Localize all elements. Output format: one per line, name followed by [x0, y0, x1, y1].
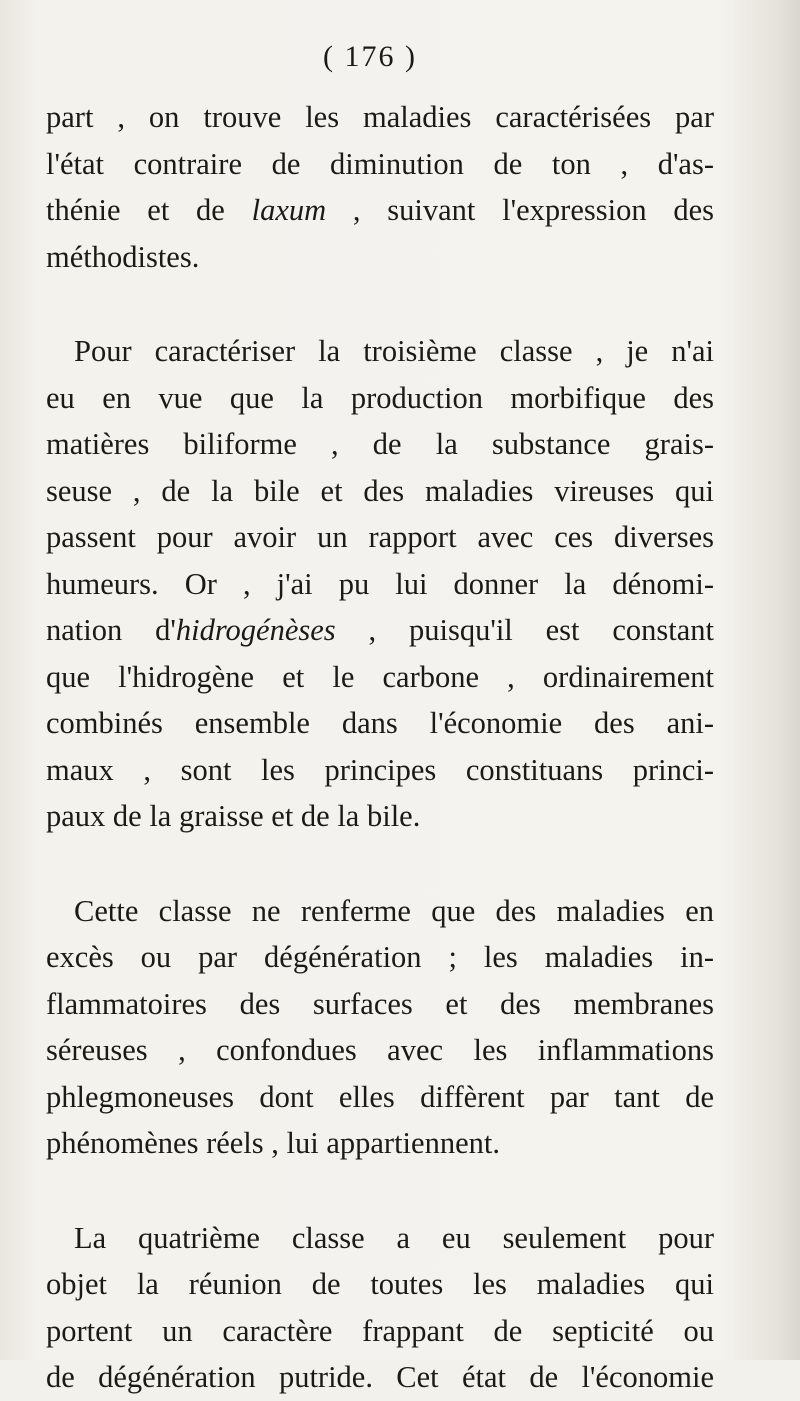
text-line: l'état contraire de diminution de ton , d'as- — [46, 146, 714, 181]
text-line: combinés ensemble dans l'économie des ani- — [46, 706, 714, 740]
paragraph-4 — [46, 1215, 714, 1401]
text-line: portent un caractère frappant de septicité ou — [46, 1313, 714, 1348]
text-line: méthodistes. — [46, 239, 200, 274]
text-line: seuse , de la bile et des maladies vireuses qui — [46, 473, 714, 508]
text-line: eu en vue que la production morbifique des — [46, 380, 714, 415]
text-line: phlegmoneuses dont elles diffèrent par tant de — [46, 1079, 714, 1114]
text-line: Cette classe ne renferme que des maladies en — [74, 893, 714, 928]
text-line: que l'hidrogène et le carbone , ordinairement — [46, 659, 714, 694]
paragraph-2 — [46, 328, 714, 840]
text-line: phénomènes réels , lui appartiennent. — [46, 1126, 500, 1160]
text-line: excès ou par dégénération ; les maladies in- — [46, 940, 714, 974]
text-line: objet la réunion de toutes les maladies qui — [46, 1267, 714, 1301]
text-line: paux de la graisse et de la bile. — [46, 799, 421, 833]
body-text — [46, 94, 714, 1401]
italic-term: laxum — [251, 193, 327, 227]
text-line: flammatoires des surfaces et des membranes — [46, 986, 714, 1021]
paragraph-3 — [46, 888, 714, 1167]
italic-term: hidrogénèses — [175, 613, 336, 647]
paragraph-1 — [46, 94, 714, 280]
page-number: ( 176 ) — [323, 40, 417, 73]
text-line: part , on trouve les maladies caractérisées par — [46, 100, 714, 134]
text-line: de dégénération putride. Cet état de l'économie — [46, 1360, 714, 1394]
text-line: nation d'hidrogénèses , puisqu'il est constant — [46, 613, 715, 647]
text-line: séreuses , confondues avec les inflammations — [46, 1033, 714, 1067]
text-line: thénie et de laxum , suivant l'expression des — [46, 193, 714, 227]
text-line: passent pour avoir un rapport avec ces diverses — [46, 520, 714, 554]
text-line: Pour caractériser la troisième classe , je n'ai — [74, 334, 714, 368]
text-line: La quatrième classe a eu seulement pour — [74, 1220, 714, 1255]
text-line: matières biliforme , de la substance grais- — [46, 427, 714, 461]
text-line: maux , sont les principes constituans princi- — [46, 752, 714, 787]
text-line: humeurs. Or , j'ai pu lui donner la dénomi- — [46, 566, 714, 601]
